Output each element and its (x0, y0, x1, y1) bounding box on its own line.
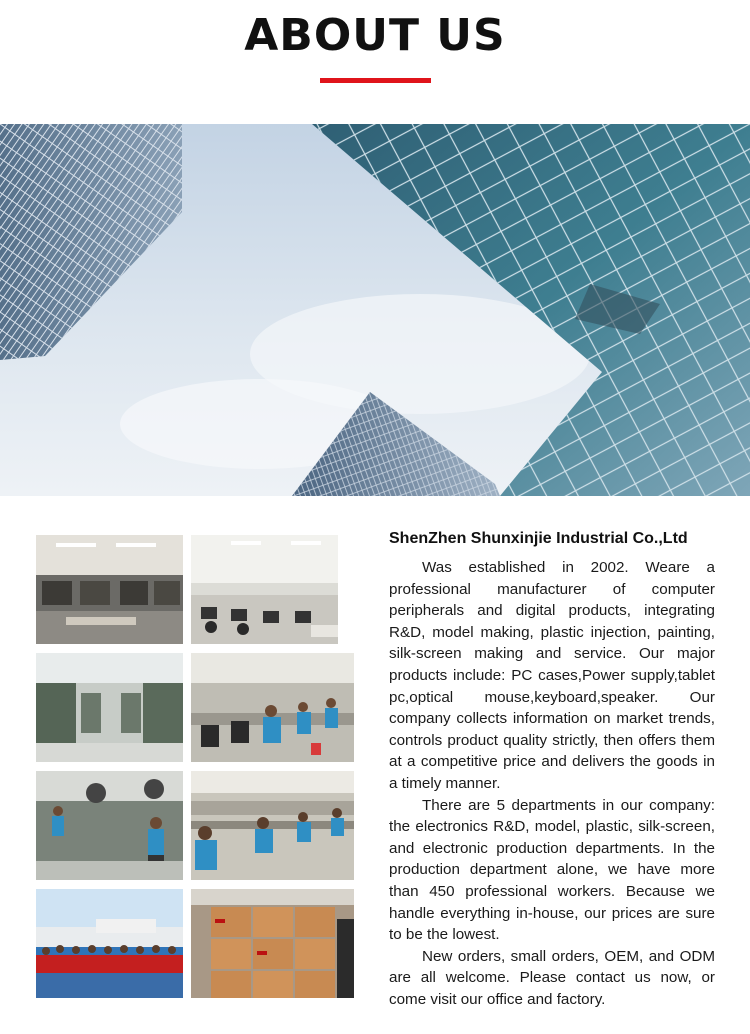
machine-workshop-photo (36, 653, 183, 762)
warehouse-boxes-photo (191, 889, 354, 998)
page-title: ABOUT US (244, 10, 506, 61)
assembly-line-photo (191, 653, 354, 762)
hero-image (0, 124, 750, 496)
about-paragraph-3: New orders, small orders, OEM, and ODM are all welcome. Please contact us now, or come visit our office and factory. (389, 947, 715, 1008)
workstation-office-photo (191, 535, 338, 644)
team-group-photo (36, 889, 183, 998)
about-text (389, 530, 715, 1010)
office-area-photo (36, 535, 183, 644)
company-name: ShenZhen Shunxinjie Industrial Co.,Ltd (389, 530, 688, 547)
title-underline (320, 78, 431, 83)
production-line-workers-photo (191, 771, 354, 880)
injection-machine-photo (36, 771, 183, 880)
photo-grid (36, 535, 354, 999)
about-paragraph-2: There are 5 departments in our company: the electronics R&D, model, plastic, silk-screen, and electronic production departments. In the production department alone, we have more than 450 professional workers. Because we handle everything in-house, our prices are sure to be the lowest. (389, 796, 715, 944)
about-paragraph-1: Was established in 2002. Weare a professional manufacturer of computer peripherals and digital products, integrating R&D, model making, plastic injection, painting, silk-screen making and service. Our major products include: PC cases,Power supply,tablet pc,optical mouse,keyboard,speaker. Our company collects information on market trends, controls product quality strictly, then offers them at a competitive price and delivers the goods in a timely manner. (389, 559, 715, 792)
